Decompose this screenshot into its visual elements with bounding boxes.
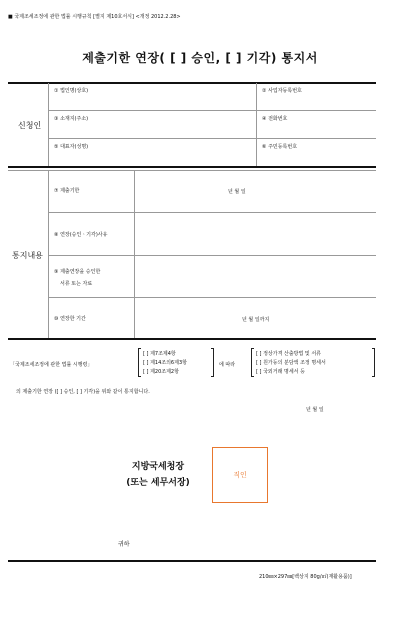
issue-date: 년 월 일 (306, 407, 324, 413)
page-title: 제출기한 연장( [ ] 승인, [ ] 기각) 통지서 (82, 51, 318, 65)
field-representative: ⑤ 대표자(성명) (54, 144, 89, 150)
applicant-label: 신청인 (18, 121, 42, 130)
law-prefix: 「국제조세조정에 관한 법률 시행령」 (10, 362, 93, 368)
law-doc-3: [ ] 국외거래 명세서 등 (256, 369, 305, 375)
statement-text: 의 제출기한 연장 ([ ] 승인, [ ] 기각)을 위와 같이 통지합니다. (16, 389, 150, 395)
divider (48, 255, 376, 256)
law-option-3: [ ] 제20조제2항 (143, 369, 179, 375)
section-divider (8, 338, 376, 340)
label-column-line (48, 83, 49, 166)
value-column-line (134, 171, 135, 338)
recipient-label: 귀하 (118, 541, 130, 548)
row-deadline-value: 년 월 일 (228, 189, 246, 195)
section-divider (8, 166, 376, 168)
seal-box (212, 447, 268, 503)
row-documents-label-1: ⑨ 제출연장을 승인한 (54, 269, 101, 275)
field-resident-number: ⑥ 주민등록번호 (262, 144, 298, 150)
divider (48, 138, 376, 139)
issuer-subtitle: (또는 세무서장) (126, 478, 190, 488)
divider (48, 297, 376, 298)
row-reason-label: ⑧ 연장(승인ㆍ기각)사유 (54, 232, 108, 238)
field-company-name: ① 법인명(상호) (54, 88, 89, 94)
paper-spec: 210㎜×297㎜[백상지 80g/㎡(재활용품)] (259, 574, 352, 580)
issuer-title: 지방국세청장 (131, 462, 185, 472)
law-doc-1: [ ] 정상가격 산출방법 및 서류 (256, 351, 321, 357)
field-address: ③ 소재지(주소) (54, 116, 89, 122)
field-business-number: ② 사업자등록번호 (262, 88, 302, 94)
seal-label: 직인 (233, 471, 247, 479)
law-option-2: [ ] 제14조의6제3항 (143, 360, 187, 366)
center-column-line (256, 83, 257, 166)
row-period-label: ⑩ 연장한 기간 (54, 316, 86, 322)
row-period-value: 년 월 일까지 (242, 317, 270, 323)
row-documents-label-2: 서류 또는 자료 (60, 281, 93, 287)
law-option-1: [ ] 제7조제4항 (143, 351, 176, 357)
footer-rule (8, 560, 376, 562)
law-middle: 에 따라 (219, 362, 236, 368)
notice-label: 통지내용 (12, 251, 43, 260)
table-top-border (8, 82, 376, 84)
row-deadline-label: ⑦ 제출기한 (54, 188, 80, 194)
form-header: ■ 국제조세조정에 관한 법률 시행규칙 [별지 제10호서식] <개정 2012.2.28> (8, 14, 181, 20)
divider (48, 110, 376, 111)
divider (48, 212, 376, 213)
law-doc-2: [ ] 원가등의 분담액 조정 명세서 (256, 360, 326, 366)
field-phone: ④ 전화번호 (262, 116, 288, 122)
label-column-line (48, 171, 49, 338)
divider (8, 170, 376, 171)
